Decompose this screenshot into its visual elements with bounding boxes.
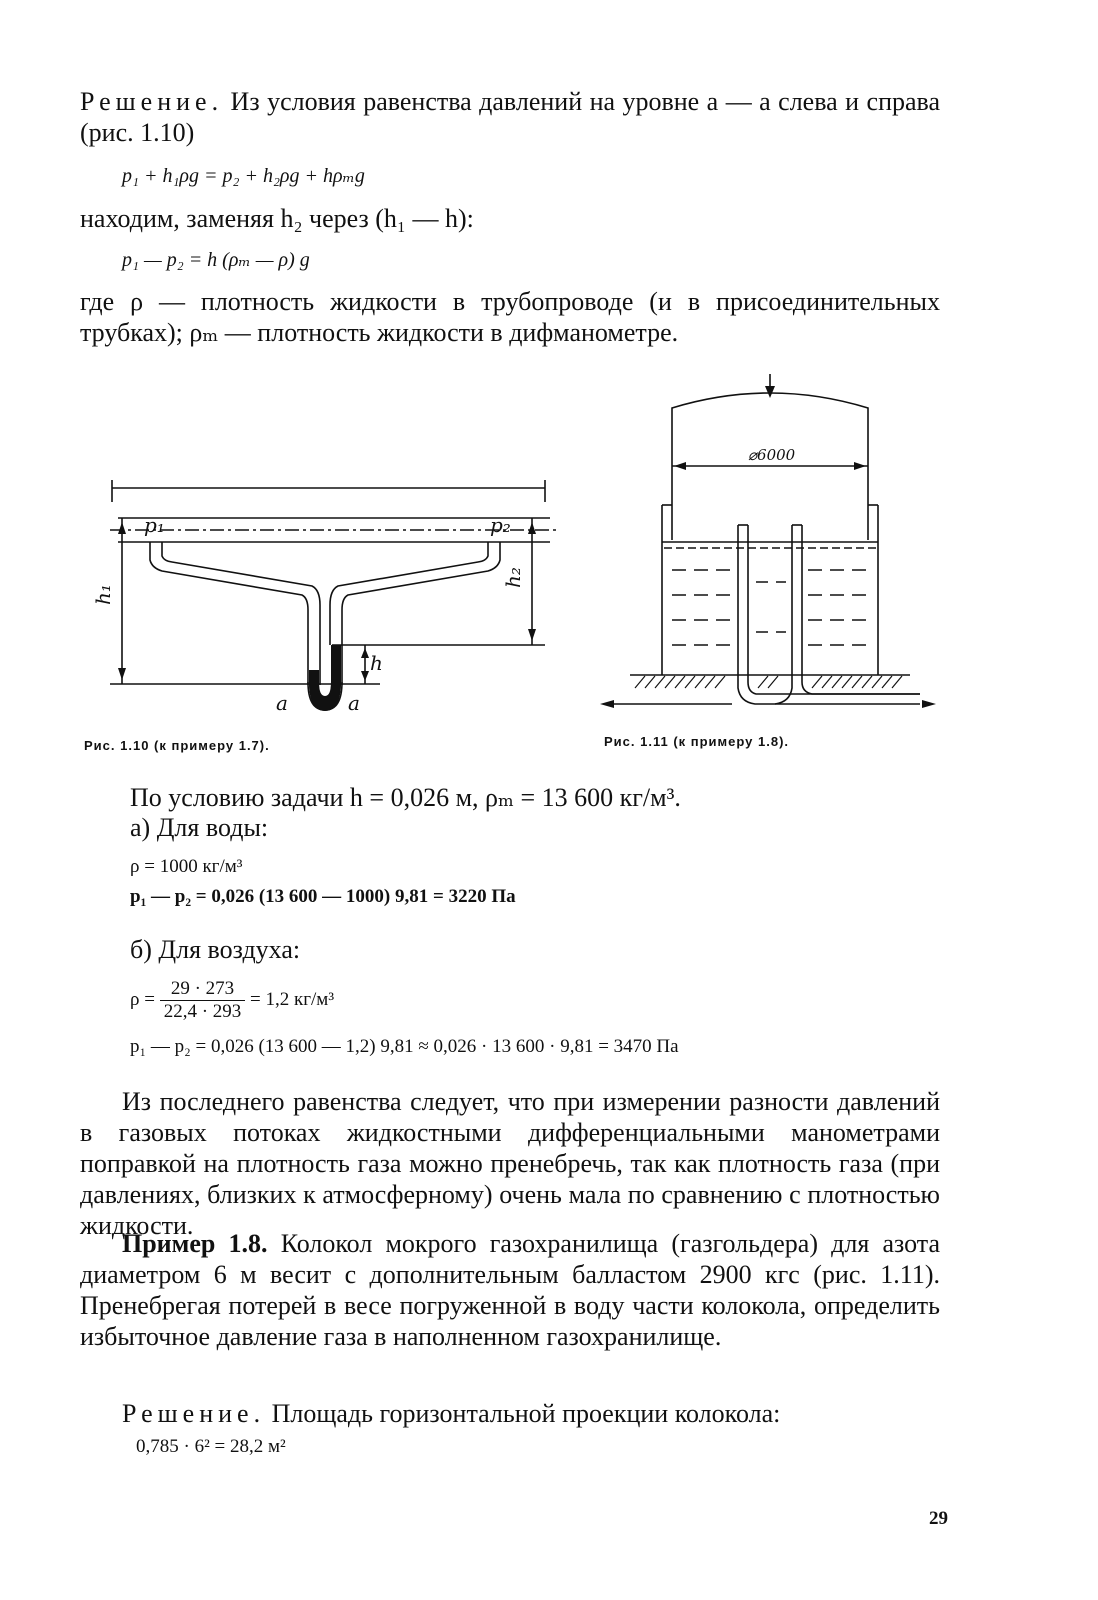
equation-area: 0,785 · 6² = 28,2 м²	[136, 1436, 286, 1457]
paragraph-conclusion: Из последнего равенства следует, что при измерении разности давлений в газовых потоках жидкостными дифференциальными манометрами поправкой на плотность газа можно пренебречь, так как плотность газа (при давлениях, близких к атмосферному) очень мала по сравнению с плотностью жидкости.	[80, 1087, 940, 1240]
label-diameter: ⌀6000	[748, 446, 796, 464]
paragraph-conditions: По условию задачи h = 0,026 м, ρₘ = 13 600 кг/м³.	[130, 783, 681, 812]
figure-1-10-caption: Рис. 1.10 (к примеру 1.7).	[84, 738, 270, 753]
solution-label: Решение.	[80, 87, 224, 116]
label-h1: h₁	[91, 584, 115, 605]
paragraph-example-1-8	[80, 1228, 940, 1352]
air-density-fraction	[160, 978, 246, 1023]
paragraph-solution-intro	[80, 86, 940, 148]
air-density-left: ρ =	[130, 988, 155, 1010]
equation-air-result: p₁ — p₂ = 0,026 (13 600 — 1,2) 9,81 ≈ 0,026 · 13 600 · 9,81 = 3470 Па	[130, 1036, 679, 1057]
figure-1-11-gas-holder	[590, 370, 950, 730]
case-b-heading: б) Для воздуха:	[130, 935, 301, 964]
paragraph-density-definitions: где ρ — плотность жидкости в трубопроводе (и в присоединительных трубках); ρₘ — плотность жидкости в дифманометре.	[80, 287, 940, 347]
page-number: 29	[929, 1508, 948, 1529]
example-label: Пример 1.8.	[122, 1229, 268, 1258]
paragraph-solution-area	[80, 1398, 940, 1429]
air-density-numerator: 29 · 273	[160, 978, 246, 1001]
case-a-heading: а) Для воды:	[130, 813, 269, 842]
label-a-right: a	[348, 691, 360, 715]
paragraph-substitution: находим, заменяя h₂ через (h₁ — h):	[80, 204, 474, 233]
solution-area-text: Площадь горизонтальной проекции колокола:	[265, 1399, 781, 1428]
label-p1: p₁	[144, 513, 165, 537]
equation-pressure-difference: p₁ — p₂ = h (ρₘ — ρ) g	[122, 249, 310, 271]
equation-air-density	[130, 978, 334, 1023]
figure-1-10-differential-manometer	[80, 470, 560, 720]
label-p2: p₂	[490, 513, 511, 537]
figure-1-11-caption: Рис. 1.11 (к примеру 1.8).	[604, 734, 790, 749]
equation-pressure-balance: p₁ + h₁ρg = p₂ + h₂ρg + hρₘg	[122, 165, 365, 187]
solution-label-2: Решение.	[122, 1399, 266, 1428]
example-text: Колокол мокрого газохранилища (газгольдера) для азота диаметром 6 м весит с дополнительным балластом 2900 кгс (рис. 1.11). Пренебрегая потерей в весе погруженной в воду части колокола, определить избыточное давление газа в наполненном газохранилище.	[80, 1229, 940, 1351]
label-h2: h₂	[501, 567, 525, 588]
equation-water-result: p₁ — p₂ = 0,026 (13 600 — 1000) 9,81 = 3220 Па	[130, 886, 516, 907]
equation-water-density: ρ = 1000 кг/м³	[130, 856, 243, 877]
air-density-denominator: 22,4 · 293	[163, 1001, 242, 1022]
label-a-left: a	[276, 691, 288, 715]
air-density-right: = 1,2 кг/м³	[250, 988, 335, 1010]
solution-intro-text: Из условия равенства давлений на уровне a — a слева и справа (рис. 1.10)	[80, 87, 940, 147]
label-h: h	[370, 651, 383, 675]
